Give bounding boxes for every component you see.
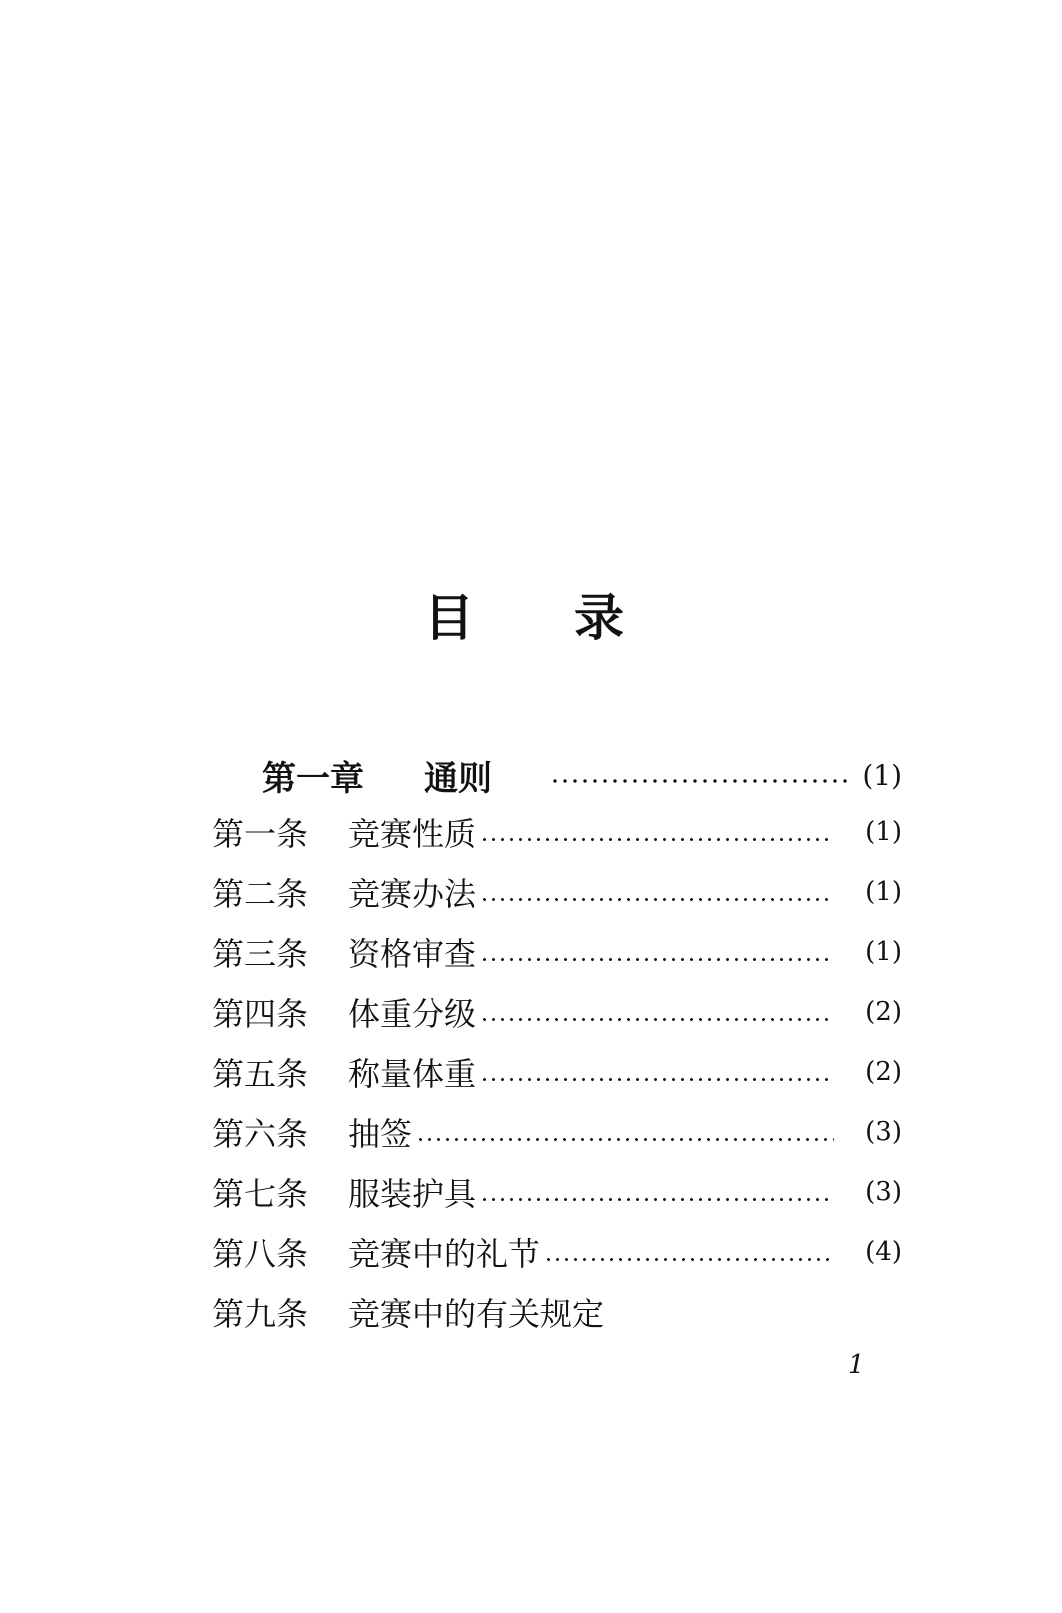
entry-page: (2)	[865, 997, 902, 1027]
toc-entry[interactable]	[212, 1285, 902, 1339]
toc-title-char-1: 目	[424, 589, 474, 647]
dot-leader	[480, 997, 834, 1027]
entry-name: 服装护具	[348, 1175, 477, 1213]
toc-entry[interactable]	[212, 805, 902, 859]
entry-number: 第六条	[212, 1115, 309, 1153]
entry-page: (3)	[865, 1117, 902, 1147]
chapter-name: 通则	[424, 758, 492, 799]
entry-name: 抽签	[348, 1115, 413, 1153]
entry-number: 第五条	[212, 1055, 309, 1093]
dot-leader	[480, 1177, 834, 1207]
chapter-page: (1)	[862, 758, 902, 792]
entry-name: 竞赛性质	[348, 815, 477, 853]
entry-name: 竞赛中的有关规定	[348, 1295, 605, 1333]
toc-entry[interactable]	[212, 1045, 902, 1099]
toc-title-char-2: 录	[574, 589, 624, 647]
entry-page: (1)	[865, 877, 902, 907]
entry-number: 第二条	[212, 875, 309, 913]
entry-page: (4)	[865, 1237, 902, 1267]
entry-name: 竞赛中的礼节	[348, 1235, 541, 1273]
entry-page: (2)	[865, 1057, 902, 1087]
dot-leader	[480, 877, 834, 907]
entry-number: 第八条	[212, 1235, 309, 1273]
entry-number: 第九条	[212, 1295, 309, 1333]
entry-name: 称量体重	[348, 1055, 477, 1093]
toc-title	[0, 585, 1062, 655]
toc-chapter-1[interactable]	[262, 745, 902, 805]
entry-number: 第一条	[212, 815, 309, 853]
entry-page: (3)	[865, 1177, 902, 1207]
dot-leader	[550, 760, 848, 790]
entry-page: (1)	[865, 817, 902, 847]
entry-name: 资格审查	[348, 935, 477, 973]
entry-number: 第七条	[212, 1175, 309, 1213]
dot-leader	[416, 1117, 834, 1147]
dot-leader	[480, 937, 834, 967]
toc-entry[interactable]	[212, 1225, 902, 1279]
dot-leader	[480, 1057, 834, 1087]
toc-entry[interactable]	[212, 1105, 902, 1159]
dot-leader	[544, 1237, 834, 1267]
entry-page: (1)	[865, 937, 902, 967]
dot-leader	[480, 817, 834, 847]
chapter-number: 第一章	[262, 758, 364, 799]
entry-name: 竞赛办法	[348, 875, 477, 913]
toc-entry[interactable]	[212, 985, 902, 1039]
entry-number: 第四条	[212, 995, 309, 1033]
toc-entry[interactable]	[212, 925, 902, 979]
entry-name: 体重分级	[348, 995, 477, 1033]
page-number: 1	[848, 1350, 865, 1380]
toc-entry[interactable]	[212, 1165, 902, 1219]
toc-entry[interactable]	[212, 865, 902, 919]
entry-number: 第三条	[212, 935, 309, 973]
